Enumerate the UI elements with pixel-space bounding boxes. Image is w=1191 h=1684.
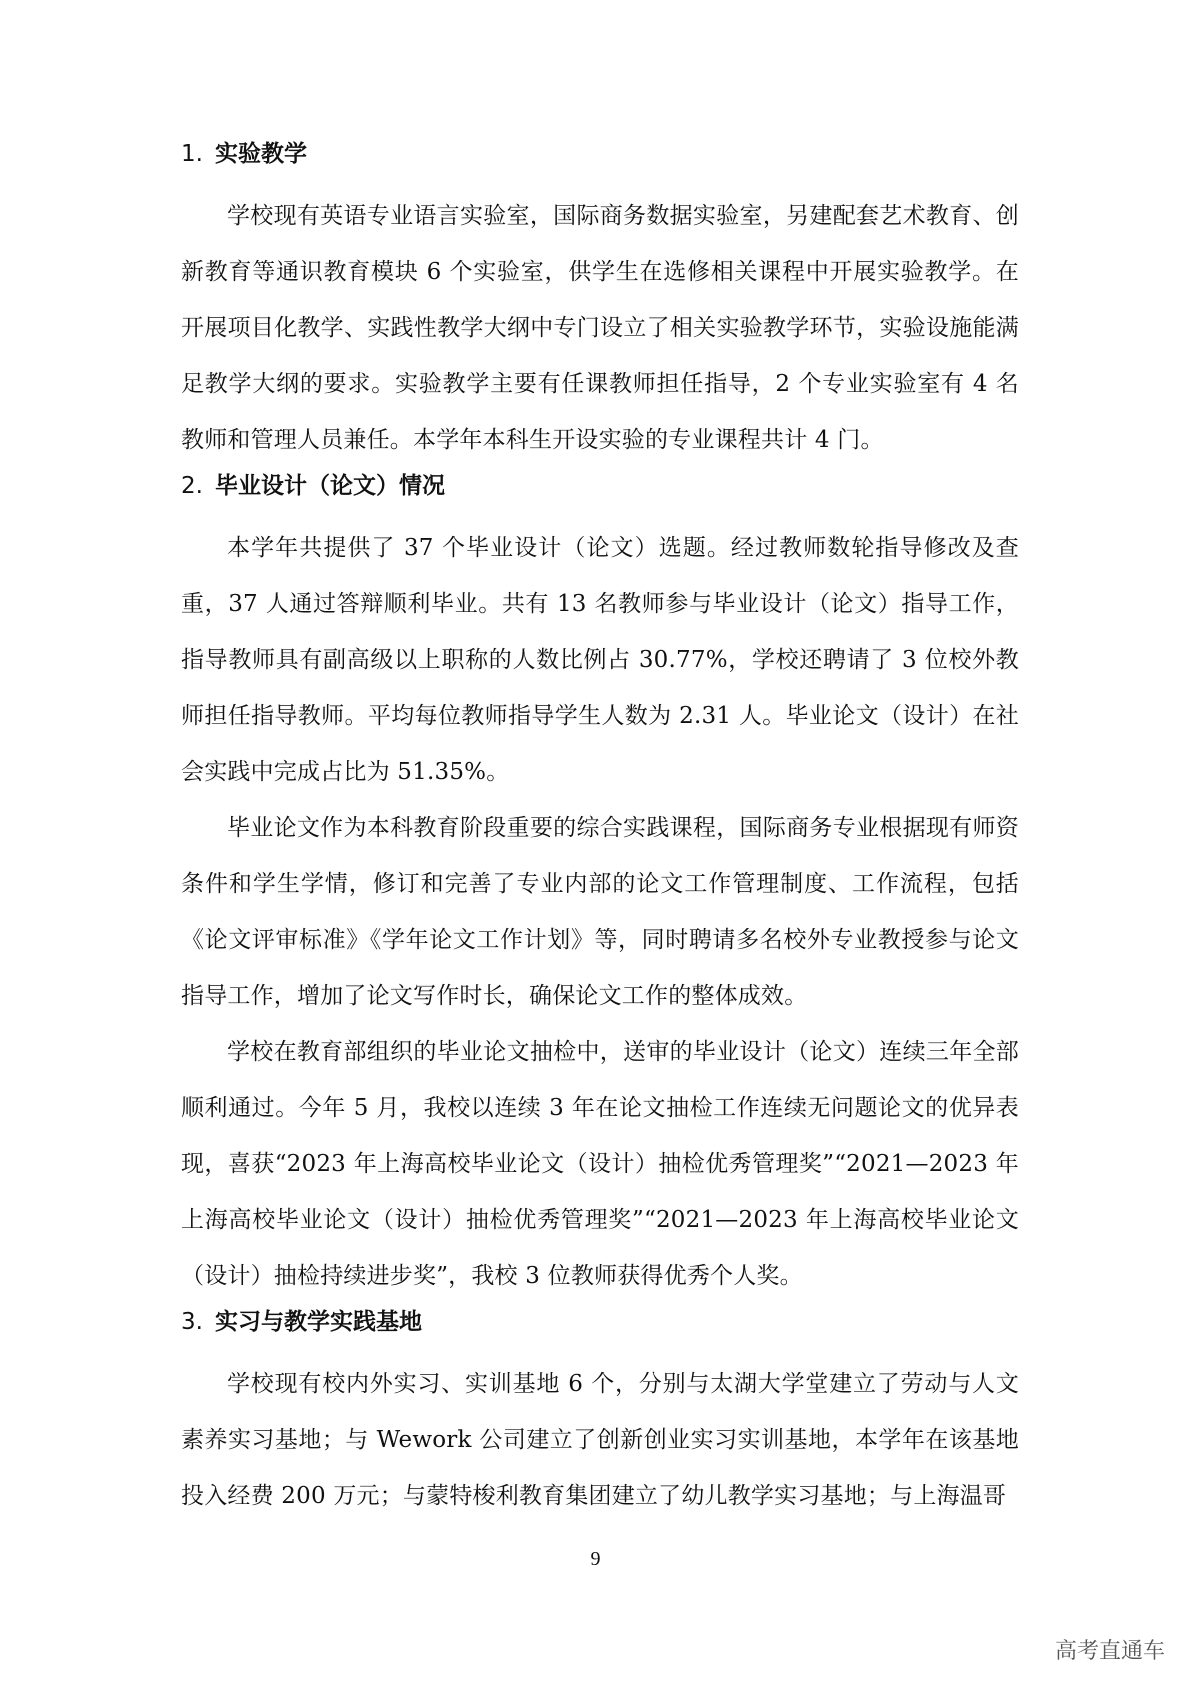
section-3-title: 实习与教学实践基地 (215, 1309, 422, 1335)
section-1-title: 实验教学 (215, 141, 307, 167)
section-3-number: 3. (181, 1309, 203, 1335)
section-1-heading (181, 138, 1019, 170)
section-3-paragraph-1: 学校现有校内外实习、实训基地 6 个，分别与太湖大学堂建立了劳动与人文素养实习基地；与 Wework 公司建立了创新创业实习实训基地，本学年在该基地投入经费 200 万元；与蒙特梭利教育集团建立了幼儿教学实习基地；与上海温哥 (181, 1371, 1019, 1509)
section-2-paragraph-1: 本学年共提供了 37 个毕业设计（论文）选题。经过教师数轮指导修改及查重，37 人通过答辩顺利毕业。共有 13 名教师参与毕业设计（论文）指导工作，指导教师具有副高级以上职称的人数比例占 30.77%，学校还聘请了 3 位校外教师担任指导教师。平均每位教师指导学生人数为 2.31 人。毕业论文（设计）在社会实践中完成占比为 51.35%。 (181, 535, 1019, 785)
section-2-paragraph-3: 学校在教育部组织的毕业论文抽检中，送审的毕业设计（论文）连续三年全部顺利通过。今年 5 月，我校以连续 3 年在论文抽检工作连续无问题论文的优异表现，喜获“2023 年上海高校毕业论文（设计）抽检优秀管理奖”“2021—2023 年上海高校毕业论文（设计）抽检优秀管理奖”“2021—2023 年上海高校毕业论文（设计）抽检持续进步奖”，我校 3 位教师获得优秀个人奖。 (181, 1039, 1019, 1289)
section-2-paragraph-2: 毕业论文作为本科教育阶段重要的综合实践课程，国际商务专业根据现有师资条件和学生学情，修订和完善了专业内部的论文工作管理制度、工作流程，包括《论文评审标准》《学年论文工作计划》等，同时聘请多名校外专业教授参与论文指导工作，增加了论文写作时长，确保论文工作的整体成效。 (181, 815, 1019, 1009)
section-3-heading (181, 1306, 1019, 1338)
page-number: 9 (590, 1548, 601, 1570)
section-2-title: 毕业设计（论文）情况 (215, 473, 445, 499)
section-2-heading (181, 470, 1019, 502)
section-1-number: 1. (181, 141, 203, 167)
page-content (181, 138, 1019, 1524)
section-2-number: 2. (181, 473, 203, 499)
section-1-paragraph-1: 学校现有英语专业语言实验室，国际商务数据实验室，另建配套艺术教育、创新教育等通识教育模块 6 个实验室，供学生在选修相关课程中开展实验教学。在开展项目化教学、实践性教学大纲中专门设立了相关实验教学环节，实验设施能满足教学大纲的要求。实验教学主要有任课教师担任指导，2 个专业实验室有 4 名教师和管理人员兼任。本学年本科生开设实验的专业课程共计 4 门。 (181, 203, 1019, 453)
watermark-text: 高考直通车 (1054, 1639, 1165, 1664)
